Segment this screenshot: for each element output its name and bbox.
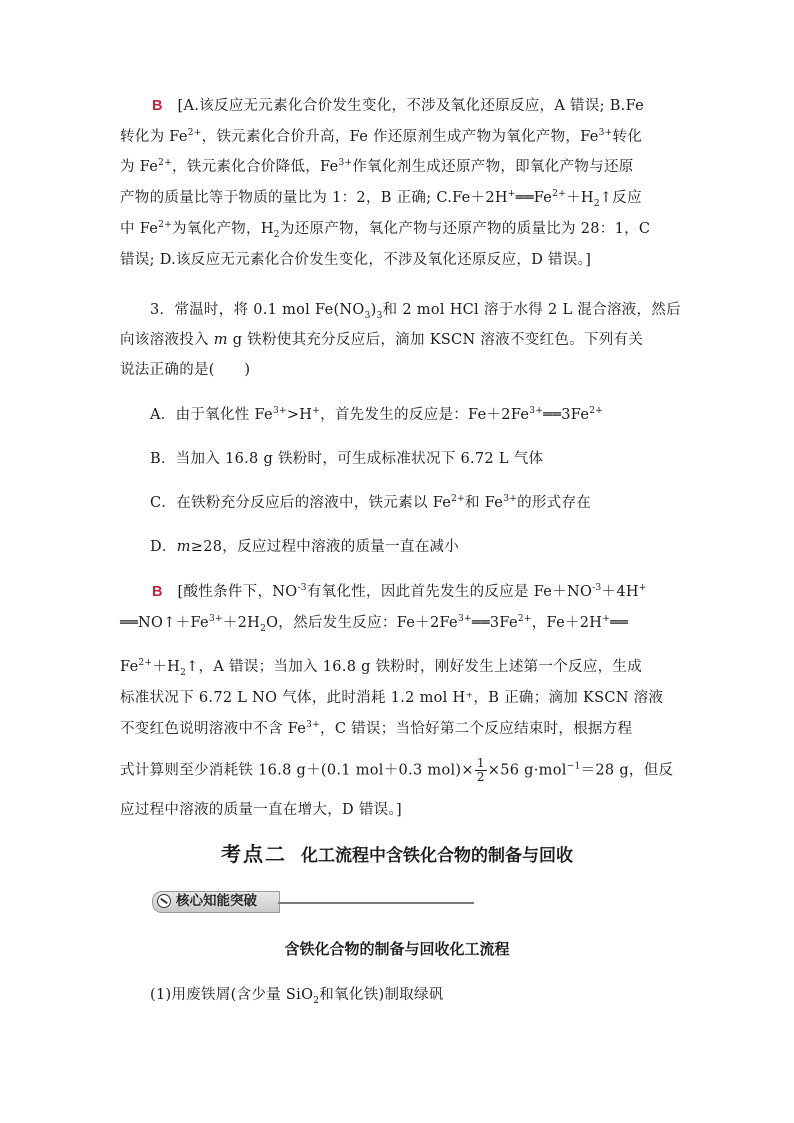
answer3-line6 [120,757,678,784]
text: 中 Fe [120,221,159,237]
charge: 2+ [552,189,567,200]
answer3-line5 [120,719,678,739]
option-b [150,449,678,469]
core-knowledge-banner [152,891,474,913]
text: ≥28，反应过程中溶液的质量一直在减小 [190,539,460,555]
text: ＝28 g，但反 [580,762,674,779]
text: 3．常温时，将 0.1 mol Fe(NO [150,302,365,318]
question3-line1 [150,300,681,321]
charge: 2+ [138,658,153,669]
exponent: −1 [566,761,581,772]
text: Fe [120,659,139,675]
text: 和氧化铁)制取绿矾 [319,987,444,1003]
charge: + [507,189,516,200]
text: ══ [610,615,629,631]
answer2-line2 [120,127,678,147]
charge: 3+ [598,128,613,139]
text: ══3Fe [471,615,518,631]
answer3-line2 [120,613,678,633]
text: 和 2 mol HCl 溶于水得 2 L 混合溶液，然后 [382,302,681,318]
answer2-line3 [120,157,678,177]
answer2-line4 [120,188,678,208]
text: ↑，A 错误；当加入 16.8 g 铁粉时，刚好发生上述第一个反应，生成 [186,659,643,675]
text: [酸性条件下，NO [177,584,298,600]
text: 和 Fe [465,495,504,511]
charge: + [638,583,647,594]
item-1 [150,985,678,1005]
text: (1)用废铁屑(含少量 SiO [150,987,314,1003]
text: [A.该反应无元素化合价发生变化，不涉及氧化还原反应，A 错误; B.Fe [177,98,645,114]
answer-key: B [152,98,163,114]
text: 为氧化产物，H [172,221,274,237]
subheading: 含铁化合物的制备与回收化工流程 [284,941,510,958]
section-heading [0,842,794,869]
charge: 2+ [158,158,173,169]
text: ══Fe [515,190,553,206]
text: ↑反应 [599,190,642,206]
question3-line3 [120,360,678,380]
text: 式计算则至少消耗铁 16.8 g＋(0.1 mol＋0.3 mol)× [120,762,474,779]
text: ，Fe＋2H [531,615,603,631]
text: ＋H [152,659,181,675]
answer3-line7 [120,800,678,820]
text: 应过程中溶液的质量一直在增大，D 错误。] [120,802,402,818]
text: >H [286,407,313,423]
charge: + [312,406,321,417]
option-d [150,537,678,557]
charge: 3+ [338,158,353,169]
answer3-line4 [120,688,678,708]
charge: 3+ [529,406,544,417]
text: ＋2H [222,615,261,631]
charge: 2+ [517,614,532,625]
subscript: 3 [376,310,383,321]
question3-line2 [120,330,678,350]
text: D． [150,539,177,555]
text: B．当加入 16.8 g 铁粉时，可生成标准状况下 6.72 L 气体 [150,451,544,467]
banner-rule [278,902,474,904]
charge: + [602,614,611,625]
fraction-one-half [475,757,487,784]
charge: 2+ [158,220,173,231]
answer-key: B [152,584,163,600]
text: 为还原产物，氧化产物与还原产物的质量比为 28：1，C [279,221,651,237]
section-number: 考点二 [221,844,287,866]
text: 说法正确的是( ) [120,362,251,378]
answer2-line5 [120,219,678,239]
variable-m: m [213,332,228,348]
text: 转化为 Fe [120,129,188,145]
text: g 铁粉使其充分反应后，滴加 KSCN 溶液不变红色。下列有关 [227,332,644,348]
variable-m: m [176,539,191,555]
charge: -3 [297,583,307,594]
text: A．由于氧化性 Fe [150,407,273,423]
charge: 2+ [451,494,466,505]
text: 的形式存在 [517,495,592,511]
text: ，首先发生的反应是：Fe＋2Fe [320,407,530,423]
text: ══NO↑＋Fe [120,615,209,631]
charge: 3+ [208,614,223,625]
text: 不变红色说明溶液中不含 Fe [120,721,307,737]
subscript: 2 [313,995,320,1006]
charge: 2+ [589,406,604,417]
subscript: 2 [593,198,600,209]
text: 作氧化剂生成还原产物，即氧化产物与还原 [352,159,634,175]
text: 标准状况下 6.72 L NO 气体，此时消耗 1.2 mol H⁺，B 正确；滴加 KSCN 溶液 [120,690,664,706]
charge: 3+ [272,406,287,417]
text: 有氧化性，因此首先发生的反应是 Fe＋NO [306,584,593,600]
text: 转化 [612,129,643,145]
subscript: 2 [180,667,187,678]
option-a [150,405,678,425]
section-title: 化工流程中含铁化合物的制备与回收 [301,846,573,865]
subscript: 3 [364,310,371,321]
banner-circle-icon [157,894,171,908]
text: 错误; D.该反应无元素化合价发生变化，不涉及氧化还原反应，D 错误。] [120,252,592,268]
answer3-line1 [152,582,710,602]
text: ＋H [566,190,594,206]
text: ══3Fe [543,407,590,423]
subscript: 2 [260,623,267,634]
charge: 3+ [503,494,518,505]
subscript: 2 [273,229,280,240]
charge: 3+ [306,720,321,731]
answer3-line3 [120,657,678,677]
text: C．在铁粉充分反应后的溶液中，铁元素以 Fe [150,495,452,511]
banner-label: 核心知能突破 [176,893,257,908]
text: O，然后发生反应：Fe＋2Fe [266,615,458,631]
text: ×56 g·mol [487,762,567,779]
option-c [150,493,678,513]
text: 向该溶液投入 [120,332,214,348]
charge: -3 [592,583,602,594]
fraction-denominator: 2 [476,770,485,784]
text: ，铁元素化合价升高，Fe 作还原剂生成产物为氧化产物，Fe [201,129,599,145]
fraction-numerator: 1 [476,756,485,770]
text: ，C 错误；当恰好第二个反应结束时，根据方程 [320,721,633,737]
answer2-line1 [152,96,710,116]
text: ＋4H [601,584,639,600]
text: 产物的质量比等于物质的量比为 1：2，B 正确; C.Fe＋2H [120,190,508,206]
charge: 2+ [187,128,202,139]
charge: 3+ [457,614,472,625]
text: ，铁元素化合价降低，Fe [172,159,339,175]
text: ) [370,302,377,318]
answer2-line6 [120,250,678,270]
text: 为 Fe [120,159,159,175]
